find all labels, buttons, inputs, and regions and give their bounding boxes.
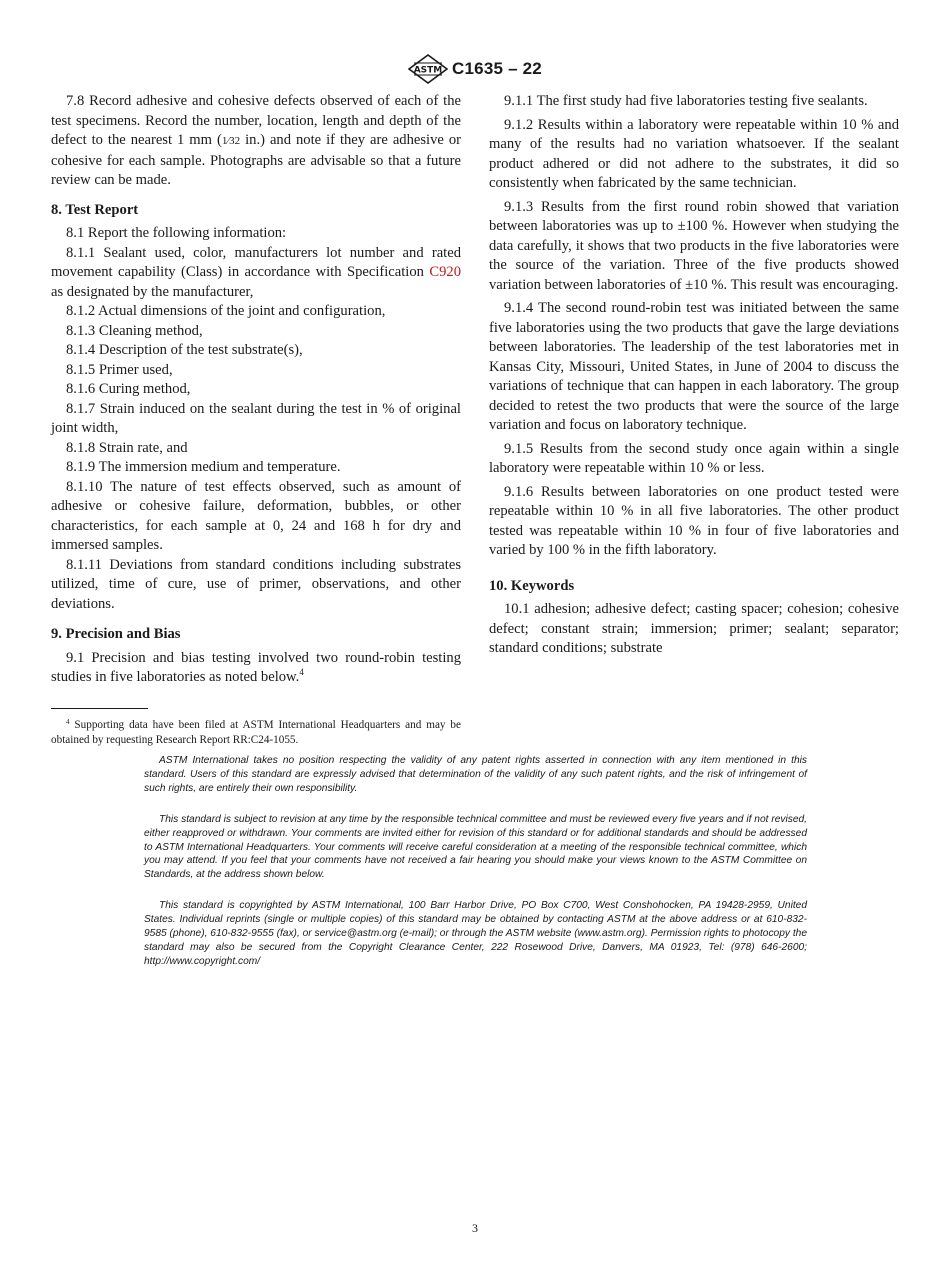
section-9-1: 9.1 Precision and bias testing involved two round-robin testing studies in five laboratories as noted below.$^4$ bbox=[51, 649, 461, 685]
section-8-1-6: 8.1.6 Curing method, bbox=[66, 381, 191, 397]
section-9-1-6: 9.1.6 Results between laboratories on one product tested were repeatable within 10 % in all five laboratories. The other product tested was repeatable within 10 % in four of five laboratories and varied by 100 % in the fifth laboratory. bbox=[489, 483, 899, 558]
left-column bbox=[51, 92, 461, 748]
page-header bbox=[0, 54, 950, 84]
right-column bbox=[489, 92, 899, 659]
footnote-divider bbox=[51, 708, 148, 709]
section-8-1-5: 8.1.5 Primer used, bbox=[66, 361, 173, 378]
section-9-1-1: 9.1.1 The first study had five laboratories testing five sealants. bbox=[504, 93, 868, 109]
footnote-4: $^4$ Supporting data have been filed at ASTM International Headquarters and may be obtained by requesting Research Report RR:C24-1055. bbox=[51, 717, 461, 746]
standard-designation: C1635 – 22 bbox=[452, 59, 542, 78]
section-8-1-3: 8.1.3 Cleaning method, bbox=[66, 322, 203, 339]
patent-notice: ASTM International takes no position respecting the validity of any patent rights asserted in connection with any item mentioned in this standard. Users of this standard are expressly advised that determination of the validity of any such patent rights, and the risk of infringement of such rights, are entirely their own responsibility. bbox=[144, 755, 807, 794]
revision-notice: This standard is subject to revision at any time by the responsible technical committee and must be reviewed every five years and if not revised, either reapproved or withdrawn. Your comments are invited either for revision of this standard or for additional standards and should be addressed to ASTM International Headquarters. Your comments will receive careful consideration at a meeting of the responsible technical committee, which you may attend. If you feel that your comments have not received a fair hearing you should make your views known to the ASTM Committee on Standards, at the address shown below. bbox=[144, 813, 807, 881]
section-8-heading: 8. Test Report bbox=[51, 201, 139, 218]
section-9-1-4: 9.1.4 The second round-robin test was initiated between the same five laboratories using the two products that gave the large deviations between laboratories. The leadership of the test laboratories met in Kansas City, Missouri, United States, in June of 2004 to discuss the variations of technique that can happen in each laboratory. The group decided to retest the two products that were the source of the large variation and focus on laboratory technique. bbox=[489, 300, 899, 433]
section-8-1-9: 8.1.9 The immersion medium and temperature. bbox=[66, 459, 341, 475]
c920-link[interactable]: C920 bbox=[429, 264, 461, 280]
astm-logo-icon bbox=[408, 54, 448, 84]
section-8-1-7: 8.1.7 Strain induced on the sealant during the test in % of original joint width, bbox=[51, 400, 461, 436]
section-10-1: 10.1 adhesion; adhesive defect; casting spacer; cohesion; cohesive defect; constant strain; immersion; primer; sealant; separator; standard conditions; substrate bbox=[489, 601, 899, 656]
logo-text: ASTM bbox=[413, 65, 443, 76]
section-9-1-3: 9.1.3 Results from the first round robin showed that variation between laboratories was up to ±100 %. However when studying the data carefully, it shows that two products in the five laboratories were the source of the variation. Three of the five products showed variation between laboratories of ±10 %. This result was encouraging. bbox=[489, 198, 899, 293]
section-8-1-2: 8.1.2 Actual dimensions of the joint and configuration, bbox=[66, 303, 386, 319]
page-number: 3 bbox=[472, 1221, 478, 1235]
section-8-1: 8.1 Report the following information: bbox=[66, 225, 287, 241]
section-9-1-2: 9.1.2 Results within a laboratory were repeatable within 10 % and many of the results had no variation whatsoever. If the sealant product adhered or did not adhere to the substrates, it did so consistently when fabricated by the same technician. bbox=[489, 116, 899, 191]
section-8-1-11: 8.1.11 Deviations from standard conditions including substrates utilized, time of cure, use of primer, observations, and other deviations. bbox=[51, 556, 461, 612]
section-9-heading: 9. Precision and Bias bbox=[51, 626, 181, 642]
fraction-1-32: 1⁄32 bbox=[221, 135, 241, 147]
section-8-1-8: 8.1.8 Strain rate, and bbox=[66, 439, 188, 456]
copyright-notice: This standard is copyrighted by ASTM International, 100 Barr Harbor Drive, PO Box C700, West Conshohocken, PA 19428-2959, United States. Individual reprints (single or multiple copies) of this standard may be obtained by contacting ASTM at the above address or at 610-832-9585 (phone), 610-832-9555 (fax), or service@astm.org (e-mail); or through the ASTM website (www.astm.org). Permission rights to photocopy the standard may also be secured from the Copyright Clearance Center, 222 Rosewood Drive, Danvers, MA 01923, Tel: (978) 646-2600; http://www.copyright.com/ bbox=[144, 900, 807, 967]
section-7-8: 7.8 Record adhesive and cohesive defects observed of each of the test specimens. Record the number, location, length and depth of the defect to the nearest 1 mm (1⁄32 in.) and note if they are adhesive or cohesive for each sample. Photographs are advisable so that a future review can be made. bbox=[51, 93, 462, 188]
section-8-1-10: 8.1.10 The nature of test effects observed, such as amount of adhesive or cohesive failure, deformation, bubbles, or other characteristics, for each sample at 0, 24 and 168 h for dry and immersed samples. bbox=[51, 478, 461, 553]
section-9-1-5: 9.1.5 Results from the second study once again within a single laboratory were repeatable within 10 % or less. bbox=[489, 440, 899, 476]
section-10-heading: 10. Keywords bbox=[489, 577, 575, 594]
astm-notices bbox=[144, 754, 807, 986]
section-8-1-4: 8.1.4 Description of the test substrate(s), bbox=[66, 342, 303, 358]
section-8-1-1: 8.1.1 Sealant used, color, manufacturers lot number and rated movement capability (Class) in accordance with Specification C920 as designated by the manufacturer, bbox=[51, 244, 461, 300]
footnote-ref[interactable]: 4 bbox=[299, 667, 304, 677]
